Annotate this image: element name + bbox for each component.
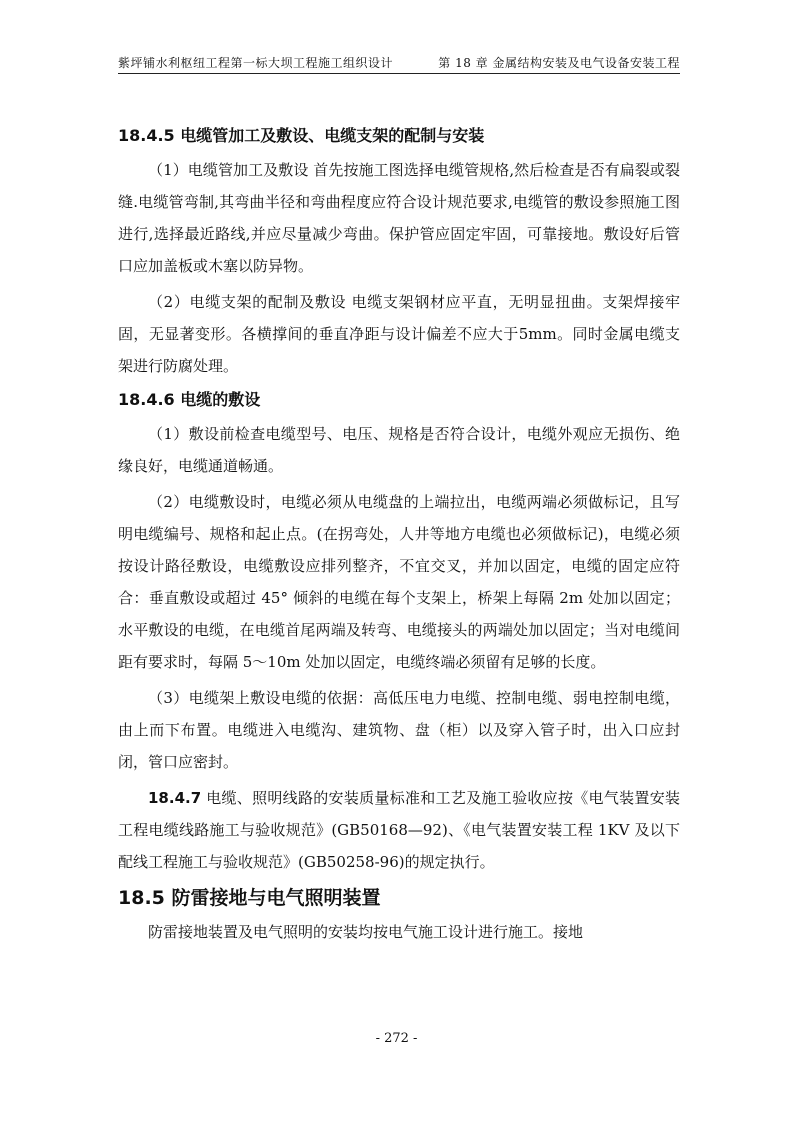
paragraph-text: 电缆、照明线路的安装质量标准和工艺及施工验收应按《电气装置安装工程电缆线路施工与验收规范》(GB50168—92)、《电气装置安装工程 1KV 及以下配线工程施工与验收规范》(GB50258-96)的规定执行。 xyxy=(118,789,680,871)
paragraph: （2）电缆支架的配制及敷设 电缆支架钢材应平直，无明显扭曲。支架焊接牢固，无显著变形。各横撑间的垂直净距与设计偏差不应大于5mm。同时金属电缆支架进行防腐处理。 xyxy=(118,293,680,375)
section-heading-18-4-5: 18.4.5 电缆管加工及敷设、电缆支架的配制与安装 xyxy=(118,126,485,145)
paragraph: 防雷接地装置及电气照明的安装均按电气施工设计进行施工。接地 xyxy=(148,923,584,941)
page-number: - 272 - xyxy=(375,1031,418,1046)
section-heading-18-4-6: 18.4.6 电缆的敷设 xyxy=(118,390,261,409)
header-document-title: 紫坪铺水利枢纽工程第一标大坝工程施工组织设计 xyxy=(118,56,394,70)
paragraph: （2）电缆敷设时，电缆必须从电缆盘的上端拉出，电缆两端必须做标记，且写明电缆编号、规格和起止点。(在拐弯处，人井等地方电缆也必须做标记)，电缆必须按设计路径敷设，电缆敷设应排列整齐，不宜交叉，并加以固定，电缆的固定应符合：垂直敷设或超过 45° 倾斜的电缆在每个支架上，桥架上每隔 2m 处加以固定；水平敷设的电缆，在电缆首尾两端及转弯、电缆接头的两端处加以固定；当对电缆间距有要求时，每隔 5～10m 处加以固定，电缆终端必须留有足够的长度。 xyxy=(118,493,680,671)
paragraph: （3）电缆架上敷设电缆的依据：高低压电力电缆、控制电缆、弱电控制电缆，由上而下布置。电缆进入电缆沟、建筑物、盘（柜）以及穿入管子时，出入口应封闭，管口应密封。 xyxy=(118,689,680,771)
section-number-18-4-7: 18.4.7 xyxy=(148,789,202,807)
running-header xyxy=(118,52,680,74)
paragraph-18-4-7 xyxy=(118,782,680,878)
page-body xyxy=(118,118,680,948)
paragraph: （1）电缆管加工及敷设 首先按施工图选择电缆管规格,然后检查是否有扁裂或裂缝.电缆管弯制,其弯曲半径和弯曲程度应符合设计规范要求,电缆管的敷设参照施工图进行,选择最近路线,并应尽量减少弯曲。保护管应固定牢固，可靠接地。敷设好后管口应加盖板或木塞以防异物。 xyxy=(118,161,680,275)
header-divider xyxy=(118,73,680,74)
header-chapter-title: 第 18 章 金属结构安装及电气设备安装工程 xyxy=(438,56,680,70)
section-heading-18-5: 18.5 防雷接地与电气照明装置 xyxy=(118,887,381,909)
paragraph: （1）敷设前检查电缆型号、电压、规格是否符合设计，电缆外观应无损伤、绝缘良好，电缆通道畅通。 xyxy=(118,425,680,475)
